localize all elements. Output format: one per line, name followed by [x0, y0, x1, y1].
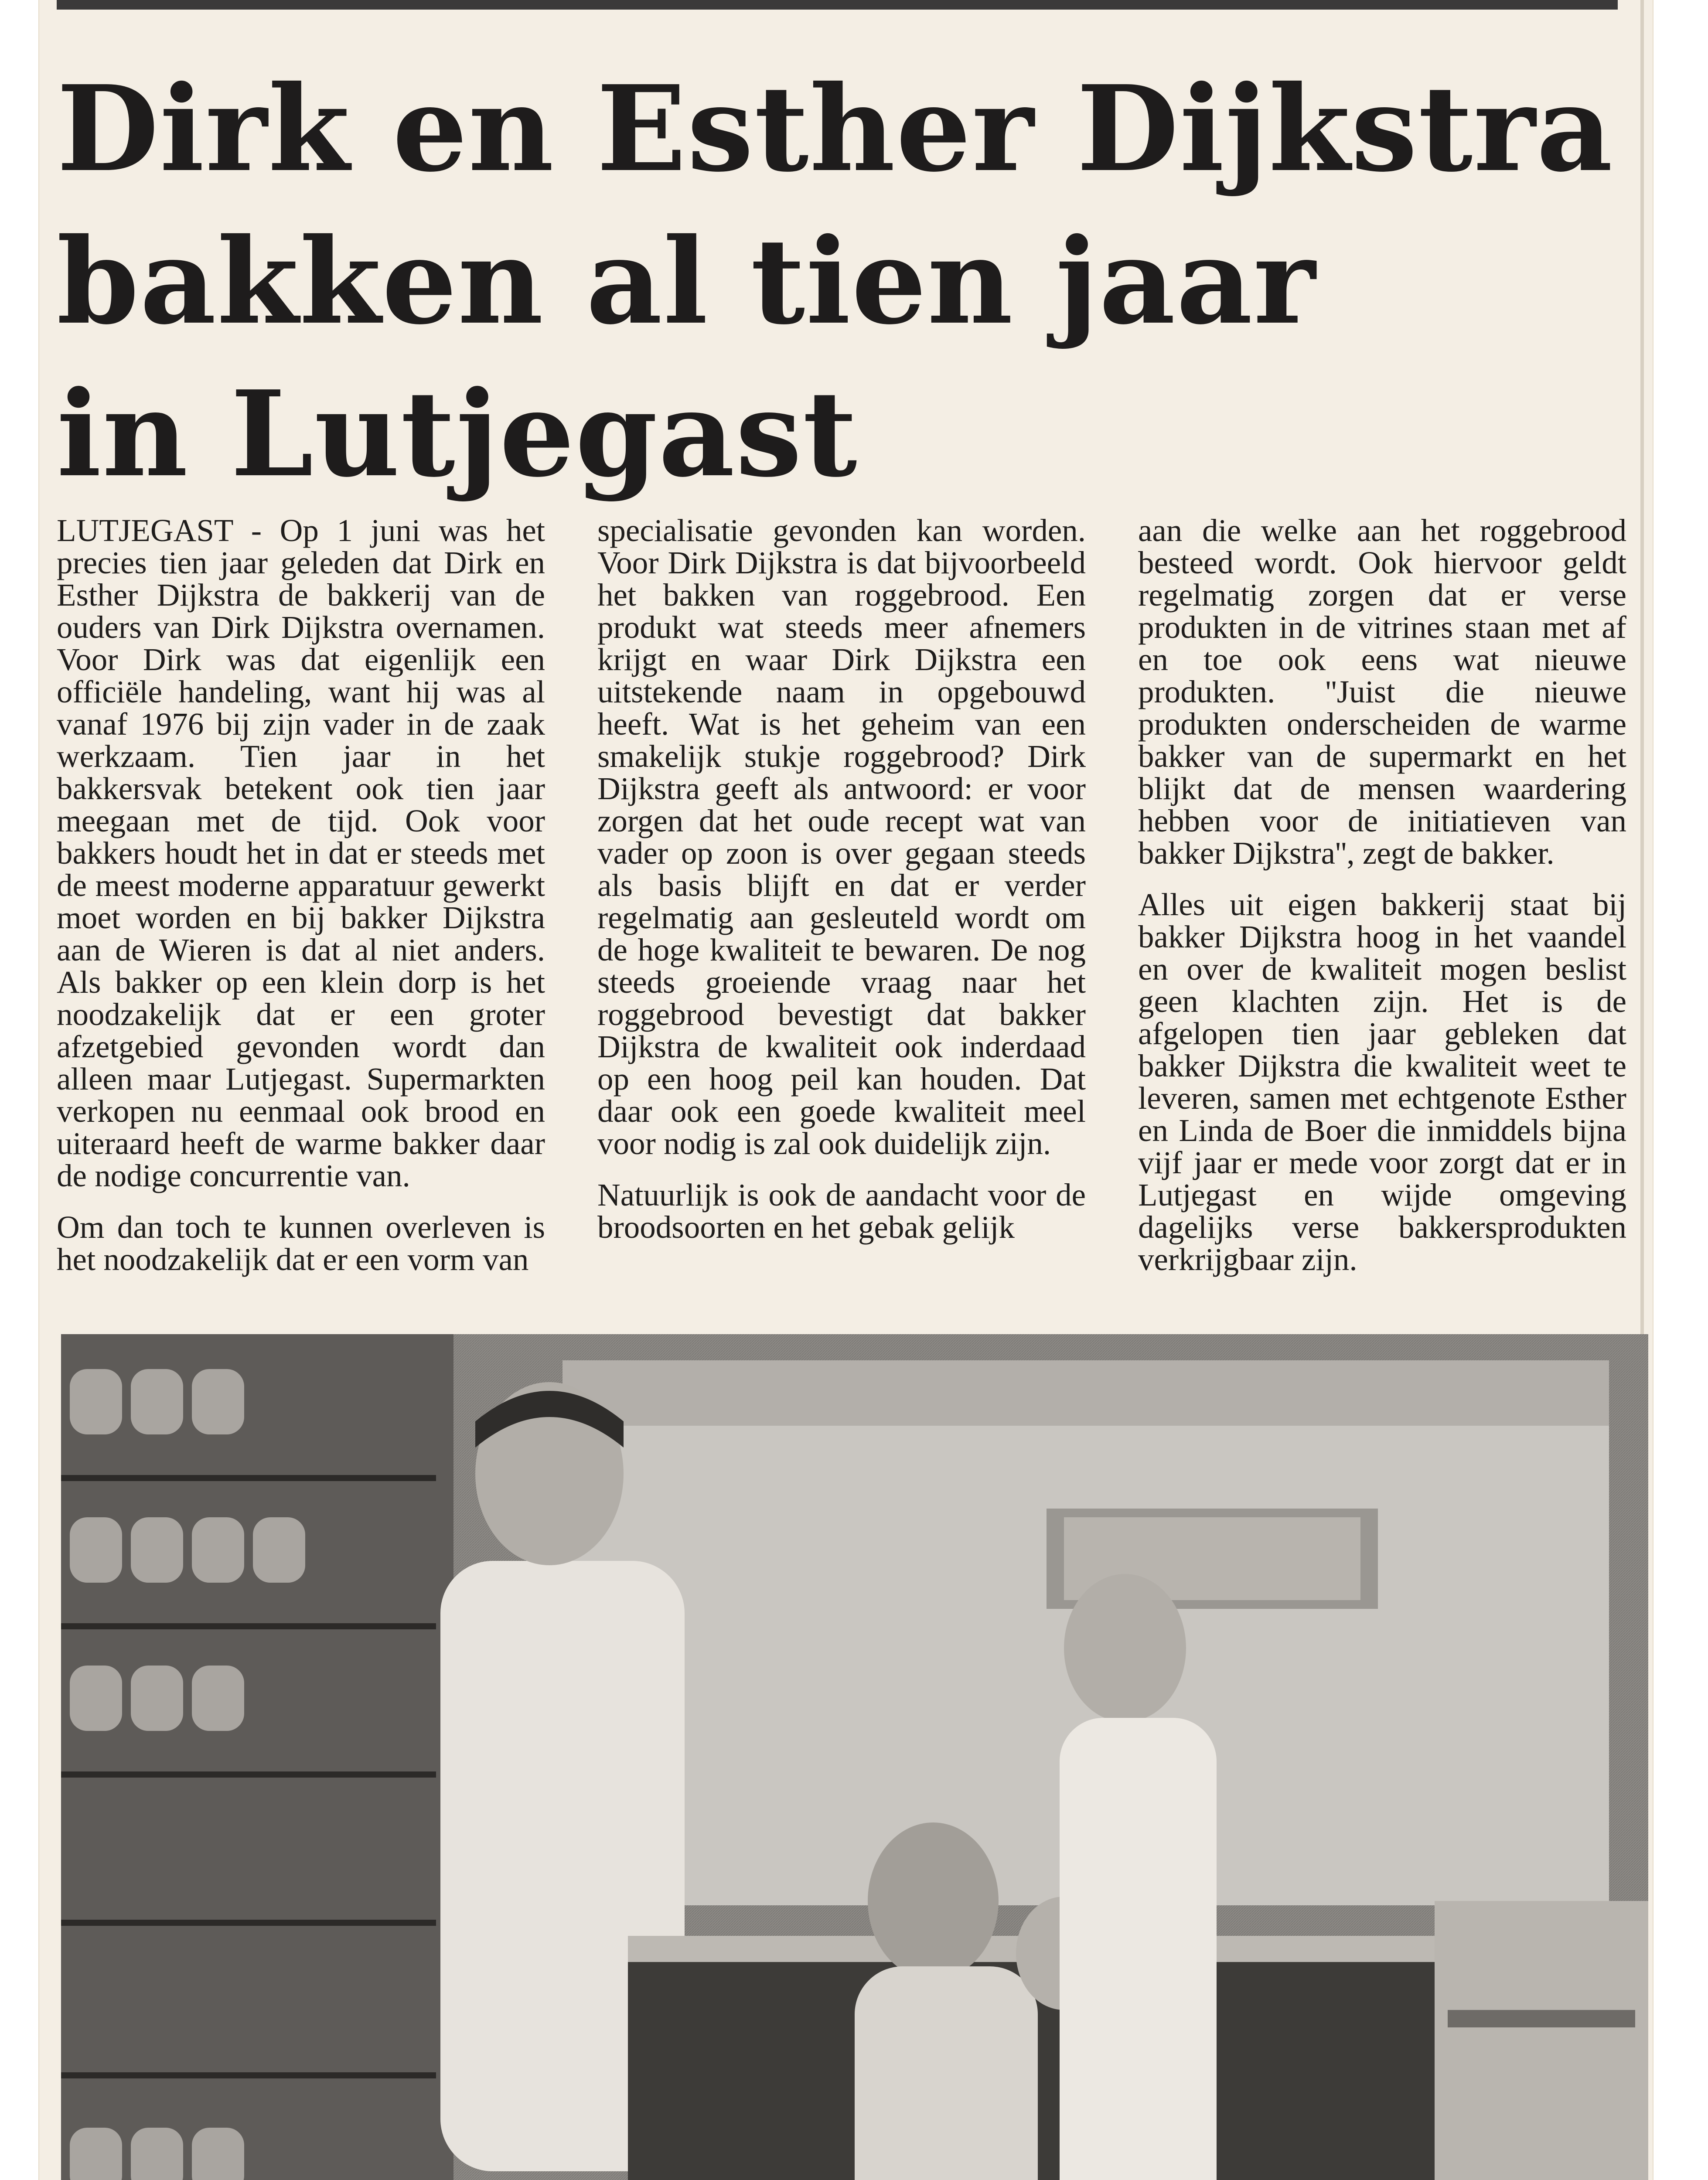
bakery-photo-illustration: [61, 1334, 1648, 2180]
bakery-photo: [61, 1334, 1648, 2180]
article-headline: [57, 52, 1614, 510]
article-body: [57, 514, 1626, 1334]
article-column-3: [1138, 514, 1626, 1334]
column-1-paragraph-2: Om dan toch te kunnen overleven is het noodzakelijk dat er een vorm van: [57, 1209, 545, 1277]
column-3-paragraph-2: Alles uit eigen bakkerij staat bij bakker Dijkstra hoog in het vaandel en over de kwaliteit mogen beslist geen klachten zijn. Het is de afgelopen tien jaar gebleken dat bakker Dijkstra die kwaliteit weet te leveren, samen met echtgenote Esther en Linda de Boer die inmiddels bijna vijf jaar er mede voor zorgt dat er in Lutjegast en wijde omgeving dagelijks verse bakkersprodukten verkrijgbaar zijn.: [1138, 887, 1626, 1277]
column-1-paragraph-1: LUTJEGAST - Op 1 juni was het precies tien jaar geleden dat Dirk en Esther Dijkstra de bakkerij van de ouders van Dirk Dijkstra overnamen. Voor Dirk was dat eigenlijk een officiële handeling, want hij was al vanaf 1976 bij zijn vader in de zaak werkzaam. Tien jaar in het bakkersvak betekent ook tien jaar meegaan met de tijd. Ook voor bakkers houdt het in dat er steeds met de meest moderne apparatuur gewerkt moet worden en bij bakker Dijkstra aan de Wieren is dat al niet anders. Als bakker op een klein dorp is het noodzakelijk dat er een groter afzetgebied gevonden wordt dan alleen maar Lutjegast. Supermarkten verkopen nu eenmaal ook brood en uiteraard heeft de warme bakker daar de nodige concurrentie van.: [57, 514, 545, 1193]
column-3-paragraph-1: aan die welke aan het roggebrood besteed wordt. Ook hiervoor geldt regelmatig zorgen dat er verse produkten in de vitrines staan met af en toe ook eens wat nieuwe produkten. ''Juist die nieuwe produkten onderscheiden de warme bakker van de supermarkt en het blijkt dat de mensen waardering hebben voor de initiatieven van bakker Dijkstra'', zegt de bakker.: [1138, 514, 1626, 871]
top-rule: [57, 0, 1618, 10]
column-2-paragraph-1: specialisatie gevonden kan worden. Voor Dirk Dijkstra is dat bijvoorbeeld het bakken van roggebrood. Een produkt wat steeds meer afnemers krijgt en waar Dirk Dijkstra een uitstekende naam in opgebouwd heeft. Wat is het geheim van een smakelijk stukje roggebrood? Dirk Dijkstra geeft als antwoord: er voor zorgen dat het oude recept wat van vader op zoon is over gegaan steeds als basis blijft en dat er verder regelmatig aan gesleuteld wordt om de hoge kwaliteit te bewaren. De nog steeds groeiende vraag naar het roggebrood bevestigt dat bakker Dijkstra de kwaliteit ook inderdaad op een hoog peil kan houden. Dat daar ook een goede kwaliteit meel voor nodig is zal ook duidelijk zijn.: [597, 514, 1086, 1161]
article-column-2: [597, 514, 1086, 1334]
article-column-1: [57, 514, 545, 1334]
headline-line-2: bakken al tien jaar: [57, 212, 1316, 351]
newspaper-clipping: [39, 0, 1653, 2180]
column-2-paragraph-2: Natuurlijk is ook de aandacht voor de broodsoorten en het gebak gelijk: [597, 1177, 1086, 1245]
headline-line-3: in Lutjegast: [57, 364, 858, 503]
headline-line-1: Dirk en Esther Dijkstra: [57, 59, 1614, 198]
